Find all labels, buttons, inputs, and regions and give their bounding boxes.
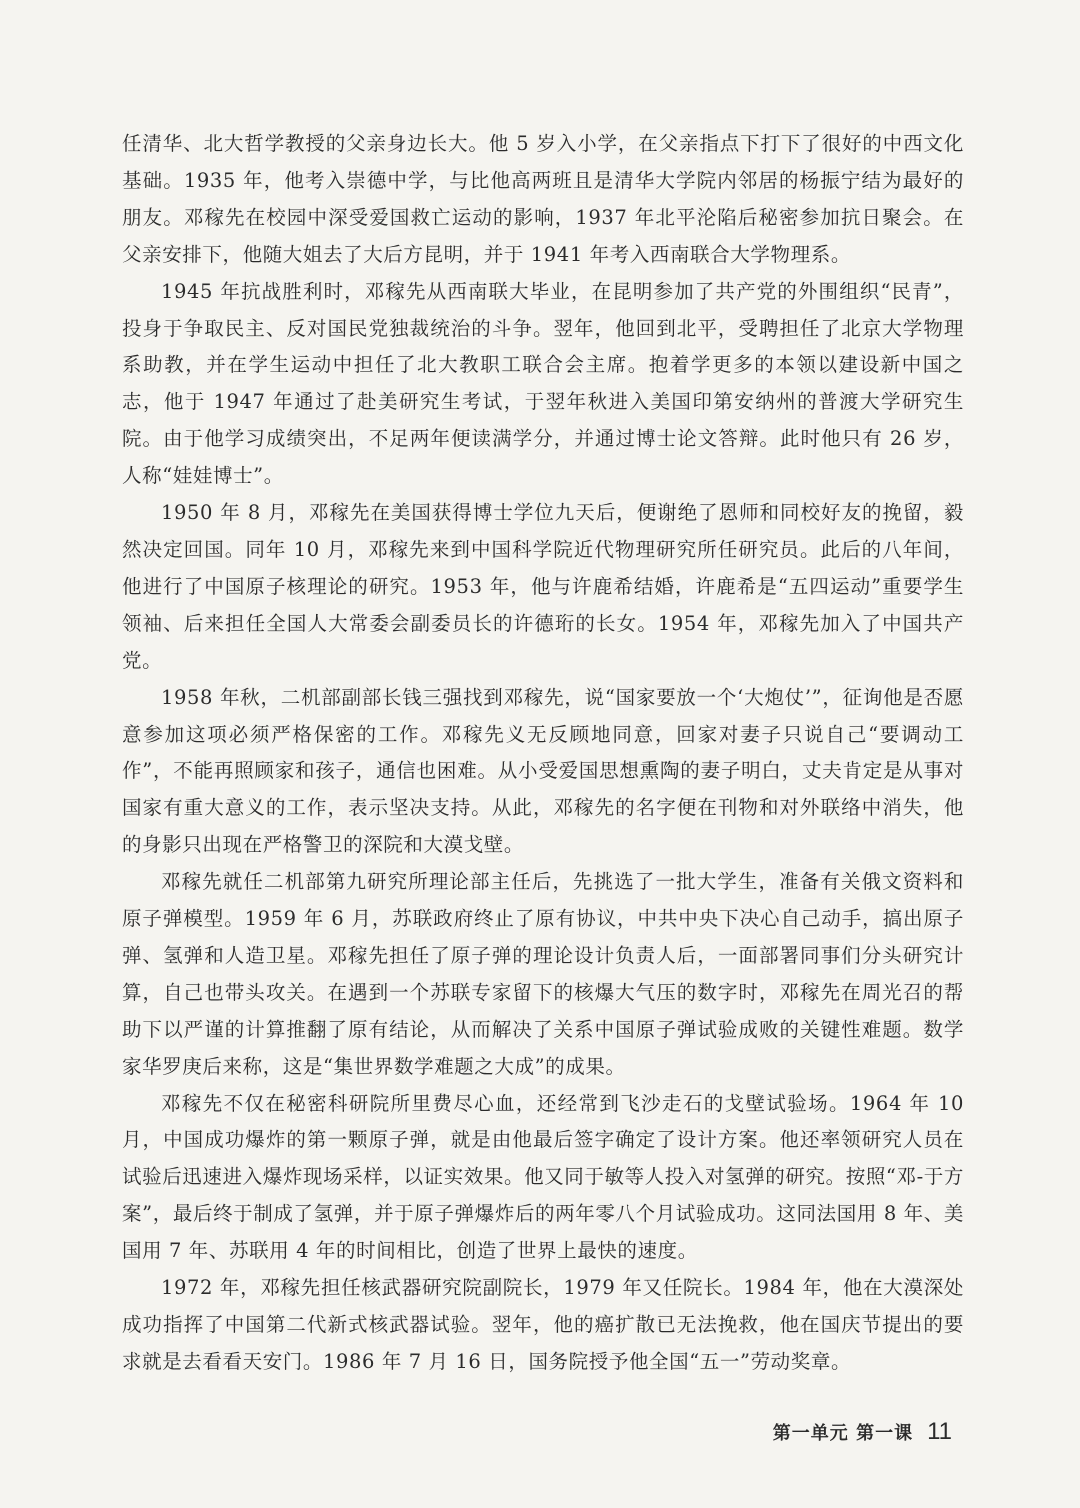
- paragraph-5: 邓稼先就任二机部第九研究所理论部主任后，先挑选了一批大学生，准备有关俄文资料和原子弹模型。1959 年 6 月，苏联政府终止了原有协议，中共中央下决心自己动手，搞出原子弹、氢弹和人造卫星。邓稼先担任了原子弹的理论设计负责人后，一面部署同事们分头研究计算，自己也带头攻关。在遇到一个苏联专家留下的核爆大气压的数字时，邓稼先在周光召的帮助下以严谨的计算推翻了原有结论，从而解决了关系中国原子弹试验成败的关键性难题。数学家华罗庚后来称，这是“集世界数学难题之大成”的成果。: [122, 870, 964, 1078]
- page-footer: [773, 1418, 952, 1446]
- paragraph-3: 1950 年 8 月，邓稼先在美国获得博士学位九天后，便谢绝了恩师和同校好友的挽留，毅然决定回国。同年 10 月，邓稼先来到中国科学院近代物理研究所任研究员。此后的八年间，他进行了中国原子核理论的研究。1953 年，他与许鹿希结婚，许鹿希是“五四运动”重要学生领袖、后来担任全国人大常委会副委员长的许德珩的长女。1954 年，邓稼先加入了中国共产党。: [122, 501, 964, 672]
- paragraph-6: 邓稼先不仅在秘密科研院所里费尽心血，还经常到飞沙走石的戈壁试验场。1964 年 10 月，中国成功爆炸的第一颗原子弹，就是由他最后签字确定了设计方案。他还率领研究人员在试验后迅速进入爆炸现场采样，以证实效果。他又同于敏等人投入对氢弹的研究。按照“邓-于方案”，最后终于制成了氢弹，并于原子弹爆炸后的两年零八个月试验成功。这同法国用 8 年、美国用 7 年、苏联用 4 年的时间相比，创造了世界上最快的速度。: [122, 1091, 964, 1263]
- paragraph-7: 1972 年，邓稼先担任核武器研究院副院长，1979 年又任院长。1984 年，他在大漠深处成功指挥了中国第二代新式核武器试验。翌年，他的癌扩散已无法挽救，他在国庆节提出的要求就是去看看天安门。1986 年 7 月 16 日，国务院授予他全国“五一”劳动奖章。: [122, 1276, 964, 1373]
- paragraph-2: 1945 年抗战胜利时，邓稼先从西南联大毕业，在昆明参加了共产党的外围组织“民青”，投身于争取民主、反对国民党独裁统治的斗争。翌年，他回到北平，受聘担任了北京大学物理系助教，并在学生运动中担任了北大教职工联合会主席。抱着学更多的本领以建设新中国之志，他于 1947 年通过了赴美研究生考试，于翌年秋进入美国印第安纳州的普渡大学研究生院。由于他学习成绩突出，不足两年便读满学分，并通过博士论文答辩。此时他只有 26 岁，人称“娃娃博士”。: [122, 279, 964, 488]
- page-number: 11: [927, 1418, 952, 1445]
- body-text: [122, 126, 964, 1381]
- unit-lesson-label: 第一单元 第一课: [772, 1423, 914, 1444]
- paragraph-4: 1958 年秋，二机部副部长钱三强找到邓稼先，说“国家要放一个‘大炮仗’”，征询他是否愿意参加这项必须严格保密的工作。邓稼先义无反顾地同意，回家对妻子只说自己“要调动工作”，不能再照顾家和孩子，通信也困难。从小受爱国思想熏陶的妻子明白，丈夫肯定是从事对国家有重大意义的工作，表示坚决支持。从此，邓稼先的名字便在刊物和对外联络中消失，他的身影只出现在严格警卫的深院和大漠戈壁。: [122, 685, 964, 857]
- paragraph-1: 任清华、北大哲学教授的父亲身边长大。他 5 岁入小学，在父亲指点下打下了很好的中西文化基础。1935 年，他考入崇德中学，与比他高两班且是清华大学院内邻居的杨振宁结为最好的朋友。邓稼先在校园中深受爱国救亡运动的影响，1937 年北平沦陷后秘密参加抗日聚会。在父亲安排下，他随大姐去了大后方昆明，并于 1941 年考入西南联合大学物理系。: [122, 132, 964, 266]
